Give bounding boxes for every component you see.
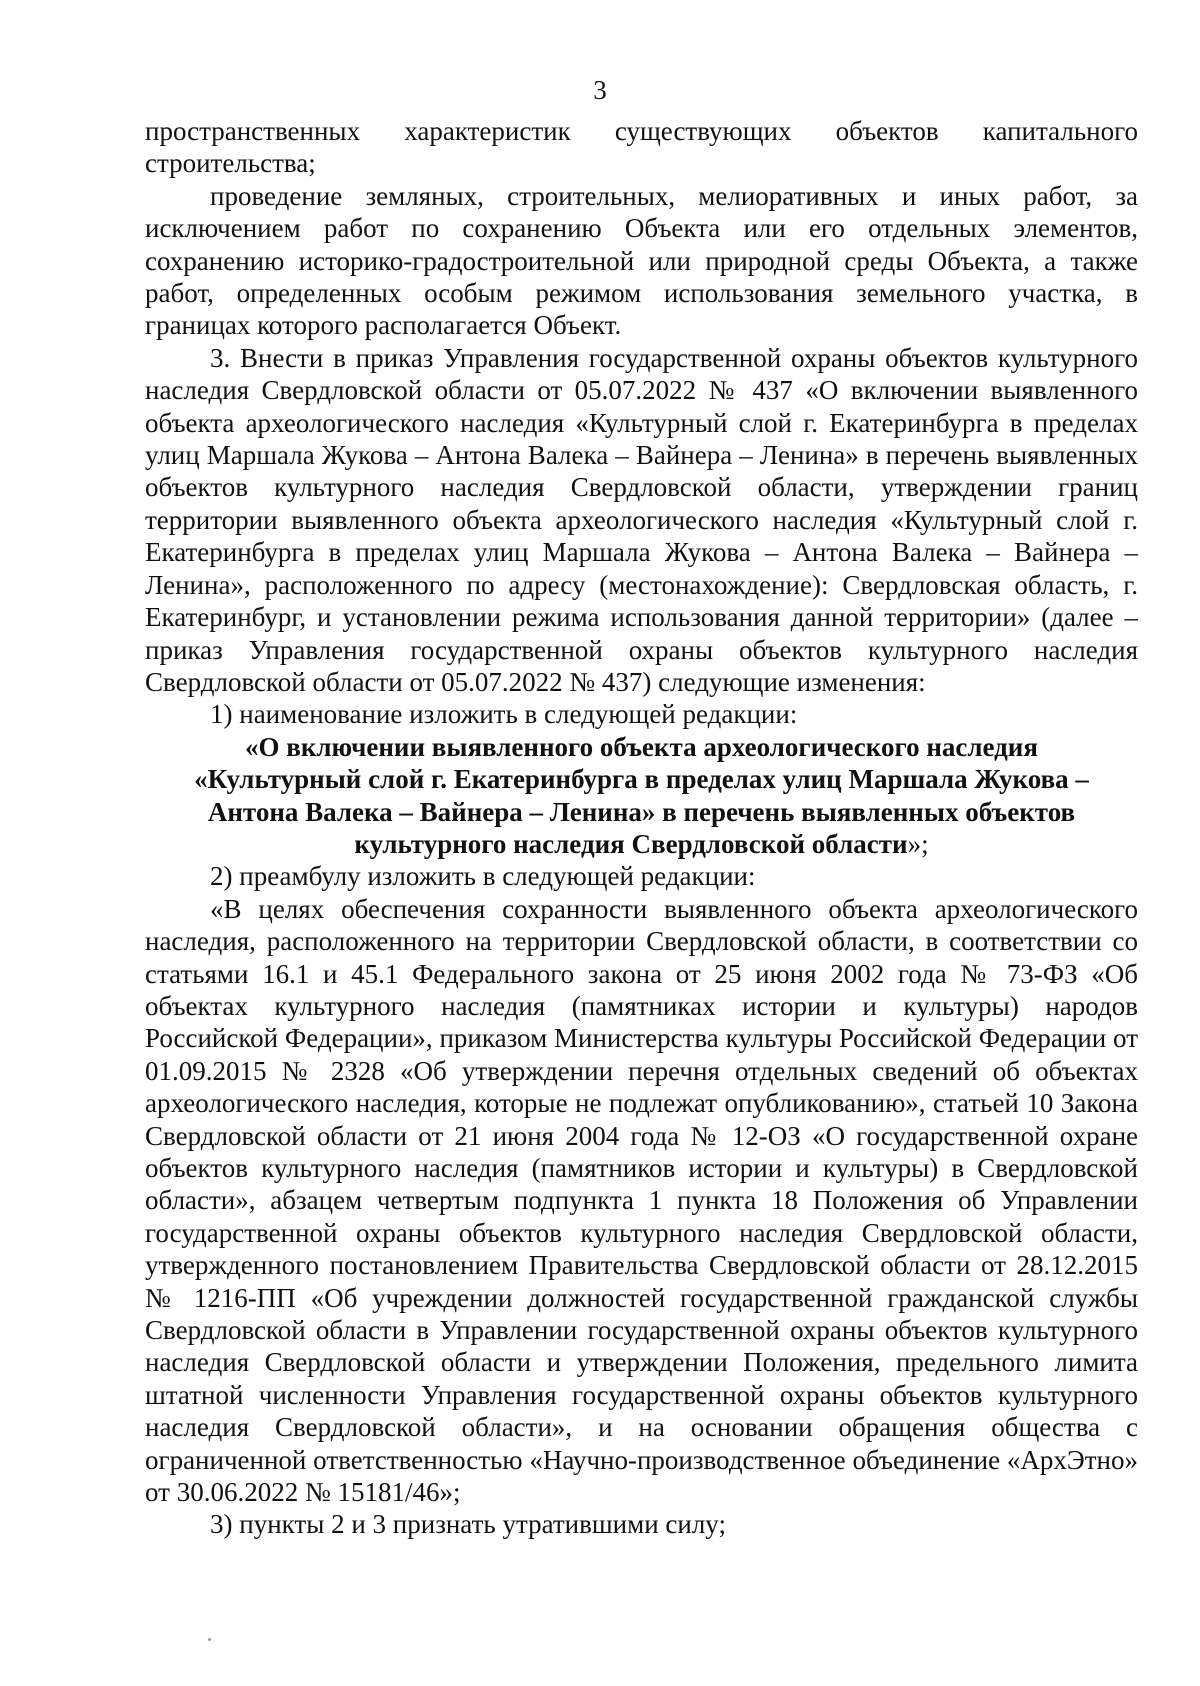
scan-speck xyxy=(208,1638,211,1641)
new-title-heading xyxy=(145,731,1138,861)
paragraph-earthworks: проведение земляных, строительных, мелиоративных и иных работ, за исключением работ по сохранению Объекта или его отдельных элементов, сохранению историко-градостроительной или природной среды Объекта, а также работ, определенных особым режимом использования земельного участка, в границах которого располагается Объект. xyxy=(145,180,1138,341)
paragraph-continuation: пространственных характеристик существующих объектов капитального строительства; xyxy=(145,116,1138,179)
paragraph-subitem-2: 2) преамбулу изложить в следующей редакции: xyxy=(210,861,756,892)
document-body xyxy=(145,115,1138,1541)
new-title-bold-text: «О включении выявленного объекта археологического наследия «Культурный слой г. Екатеринбурга в пределах улиц Маршала Жукова – Антона Валека – Вайнера – Ленина» в перечень выявленных объектов культурного наследия Свердловской области xyxy=(194,731,1089,859)
paragraph-preamble: «В целях обеспечения сохранности выявленного объекта археологического наследия, расположенного на территории Свердловской области, в соответствии со статьями 16.1 и 45.1 Федерального закона от 25 июня 2002 года № 73-ФЗ «Об объектах культурного наследия (памятниках истории и культуры) народов Российской Федерации», приказом Министерства культуры Российской Федерации от 01.09.2015 № 2328 «Об утверждении перечня отдельных сведений об объектах археологического наследия, которые не подлежат опубликованию», статьей 10 Закона Свердловской области от 21 июня 2004 года № 12-ОЗ «О государственной охране объектов культурного наследия (памятников истории и культуры) в Свердловской области», абзацем четвертым подпункта 1 пункта 18 Положения об Управлении государственной охраны объектов культурного наследия Свердловской области, утвержденного постановлением Правительства Свердловской области от 28.12.2015 № 1216-ПП «Об учреждении должностей государственной гражданской службы Свердловской области в Управлении государственной охраны объектов культурного наследия Свердловской области и утверждении Положения, предельного лимита штатной численности Управления государственной охраны объектов культурного наследия Свердловской области», и на основании обращения общества с ограниченной ответственностью «Научно-производственное объединение «АрхЭтно» от 30.06.2022 № 15181/46»; xyxy=(145,893,1138,1508)
page-number: 3 xyxy=(593,75,607,105)
paragraph-subitem-1: 1) наименование изложить в следующей редакции: xyxy=(210,699,798,730)
paragraph-item-3: 3. Внести в приказ Управления государственной охраны объектов культурного наследия Свердловской области от 05.07.2022 № 437 «О включении выявленного объекта археологического наследия «Культурный слой г. Екатеринбурга в пределах улиц Маршала Жукова – Антона Валека – Вайнера – Ленина» в перечень выявленных объектов культурного наследия Свердловской области, утверждении границ территории выявленного объекта археологического наследия «Культурный слой г. Екатеринбурга в пределах улиц Маршала Жукова – Антона Валека – Вайнера – Ленина», расположенного по адресу (местонахождение): Свердловская область, г. Екатеринбург, и установлении режима использования данной территории» (далее – приказ Управления государственной охраны объектов культурного наследия Свердловской области от 05.07.2022 № 437) следующие изменения: xyxy=(145,342,1138,697)
new-title-tail: »; xyxy=(907,828,929,859)
paragraph-subitem-3: 3) пункты 2 и 3 признать утратившими силу; xyxy=(210,1509,726,1540)
